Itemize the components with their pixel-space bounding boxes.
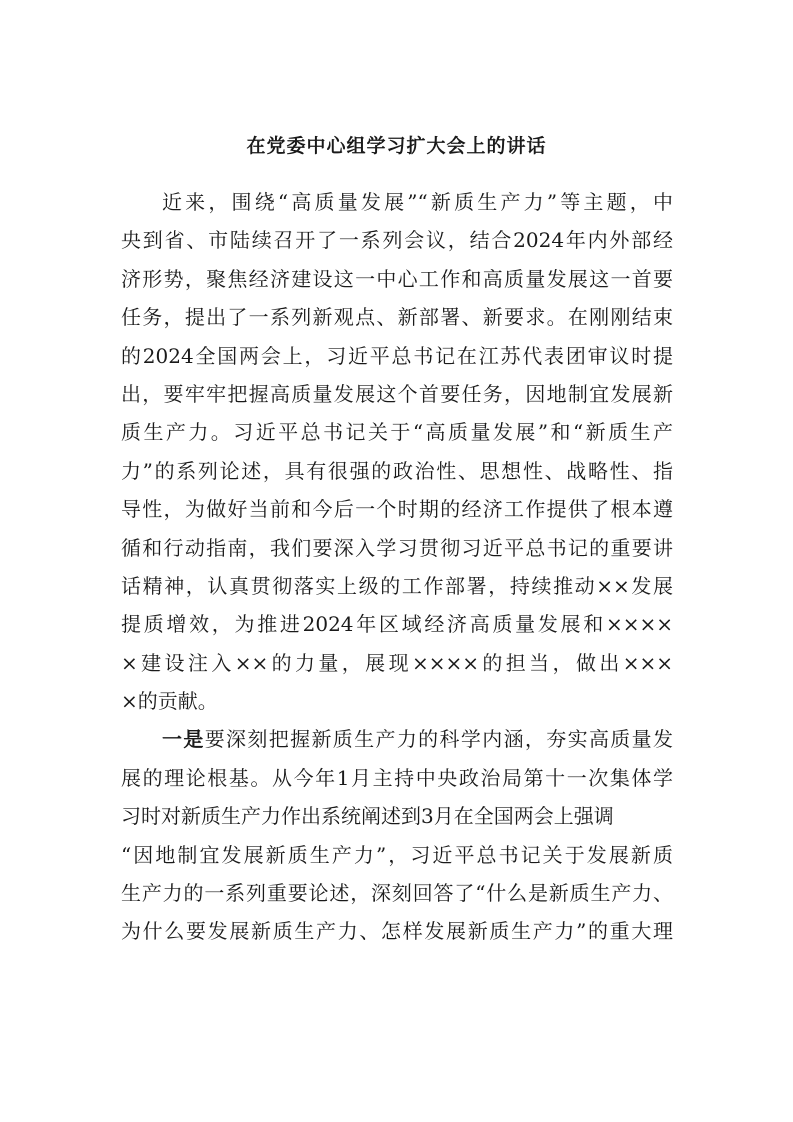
paragraph-line: 话精神，认真贯彻落实上级的工作部署，持续推动××发展 (121, 573, 673, 598)
paragraph-line: 生产力的一系列重要论述，深刻回答了“什么是新质生产力、 (121, 881, 673, 906)
paragraph-line: 的2024全国两会上，习近平总书记在江苏代表团审议时提 (121, 343, 673, 368)
paragraph-line: 循和行动指南，我们要深入学习贯彻习近平总书记的重要讲 (121, 535, 673, 560)
paragraph-line: 导性，为做好当前和今后一个时期的经济工作提供了根本遵 (121, 497, 673, 522)
document-title: 在党委中心组学习扩大会上的讲话 (246, 135, 547, 157)
paragraph-line: 出，要牢牢把握高质量发展这个首要任务，因地制宜发展新 (121, 381, 673, 406)
paragraph-line: 任务，提出了一系列新观点、新部署、新要求。在刚刚结束 (121, 305, 673, 330)
paragraph-line: 力”的系列论述，具有很强的政治性、思想性、战略性、指 (121, 458, 673, 483)
paragraph-line: “因地制宜发展新质生产力”，习近平总书记关于发展新质 (121, 842, 673, 867)
paragraph-line-rest: 要深刻把握新质生产力的科学内涵，夯实高质量发 (204, 727, 673, 752)
paragraph-line: 济形势，聚焦经济建设这一中心工作和高质量发展这一首要 (121, 266, 673, 291)
paragraph-line: 习时对新质生产力作出系统阐述到3月在全国两会上强调 (121, 804, 614, 829)
paragraph-2 (121, 720, 673, 950)
paragraph-line: 央到省、市陆续召开了一系列会议，结合2024年内外部经 (121, 228, 673, 253)
paragraph-line: ×的贡献。 (121, 689, 218, 714)
paragraph-lead: 一是 (162, 727, 205, 752)
paragraph-1 (121, 183, 673, 720)
paragraph-first-line (121, 720, 673, 758)
paragraph-line: 近来，围绕“高质量发展”“新质生产力”等主题，中 (162, 190, 673, 214)
paragraph-line: 质生产力。习近平总书记关于“高质量发展”和“新质生产 (121, 420, 673, 445)
paragraph-line: 展的理论根基。从今年1月主持中央政治局第十一次集体学 (121, 765, 673, 790)
paragraph-line: 为什么要发展新质生产力、怎样发展新质生产力”的重大理 (121, 919, 673, 944)
document-body (121, 183, 673, 951)
paragraph-line: ×建设注入××的力量，展现××××的担当，做出××× (121, 650, 673, 675)
paragraph-line: 提质增效，为推进2024年区域经济高质量发展和×××× (121, 612, 673, 637)
